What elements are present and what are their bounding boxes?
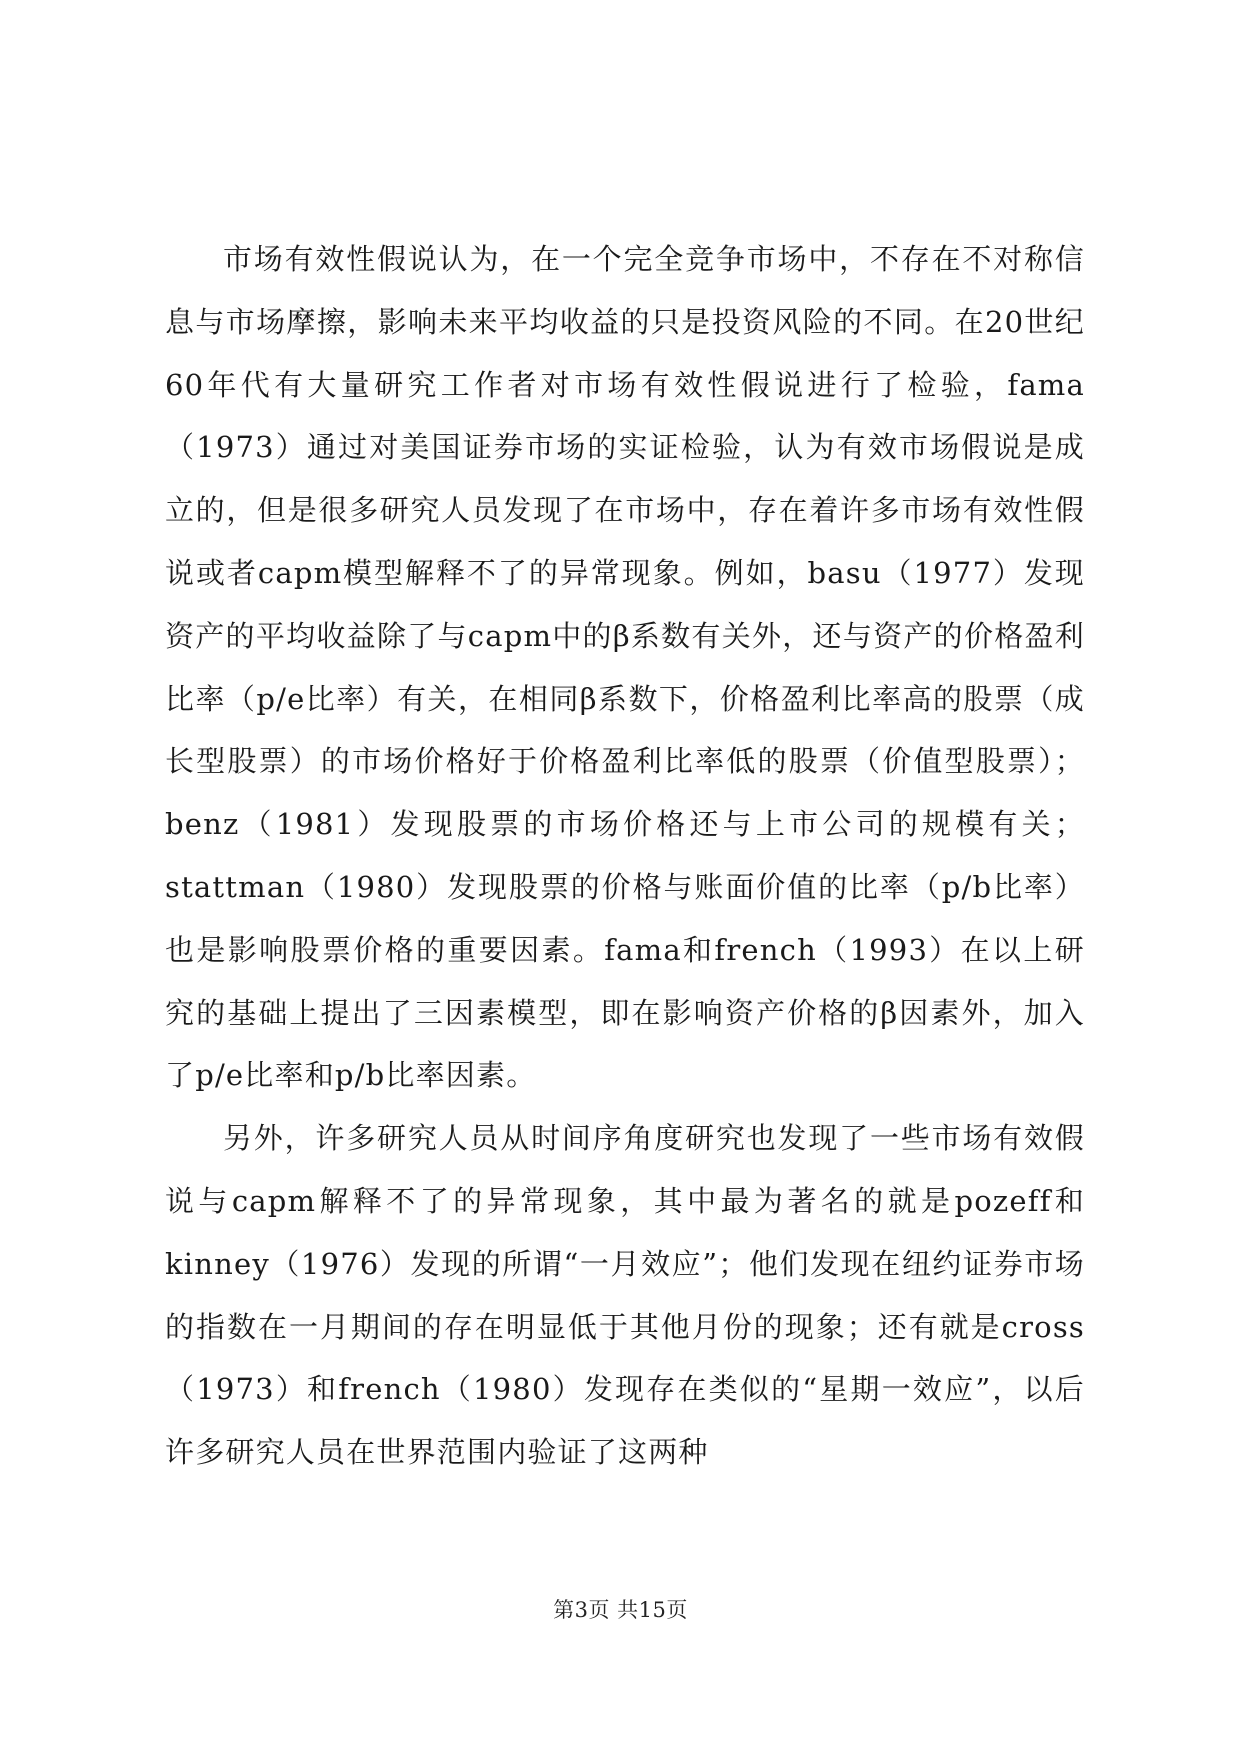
paragraph-calendar-effects: 另外，许多研究人员从时间序角度研究也发现了一些市场有效假说与capm解释不了的异常现象，其中最为著名的就是pozeff和kinney（1976）发现的所谓“一月效应”；他们发现在纽约证券市场的指数在一月期间的存在明显低于其他月份的现象；还有就是cross（1973）和french（1980）发现存在类似的“星期一效应”，以后许多研究人员在世界范围内验证了这两种 <box>165 1121 1085 1470</box>
body-text <box>165 228 1085 1484</box>
paragraph-market-efficiency: 市场有效性假说认为，在一个完全竞争市场中，不存在不对称信息与市场摩擦，影响未来平均收益的只是投资风险的不同。在20世纪60年代有大量研究工作者对市场有效性假说进行了检验，fama（1973）通过对美国证券市场的实证检验，认为有效市场假说是成立的，但是很多研究人员发现了在市场中，存在着许多市场有效性假说或者capm模型解释不了的异常现象。例如，basu（1977）发现资产的平均收益除了与capm中的β系数有关外，还与资产的价格盈利比率（p/e比率）有关，在相同β系数下，价格盈利比率高的股票（成长型股票）的市场价格好于价格盈利比率低的股票（价值型股票）；benz（1981）发现股票的市场价格还与上市公司的规模有关；stattman（1980）发现股票的价格与账面价值的比率（p/b比率）也是影响股票价格的重要因素。fama和french（1993）在以上研究的基础上提出了三因素模型，即在影响资产价格的β因素外，加入了p/e比率和p/b比率因素。 <box>165 242 1085 1093</box>
page-number-footer: 第3页 共15页 <box>553 1598 688 1622</box>
